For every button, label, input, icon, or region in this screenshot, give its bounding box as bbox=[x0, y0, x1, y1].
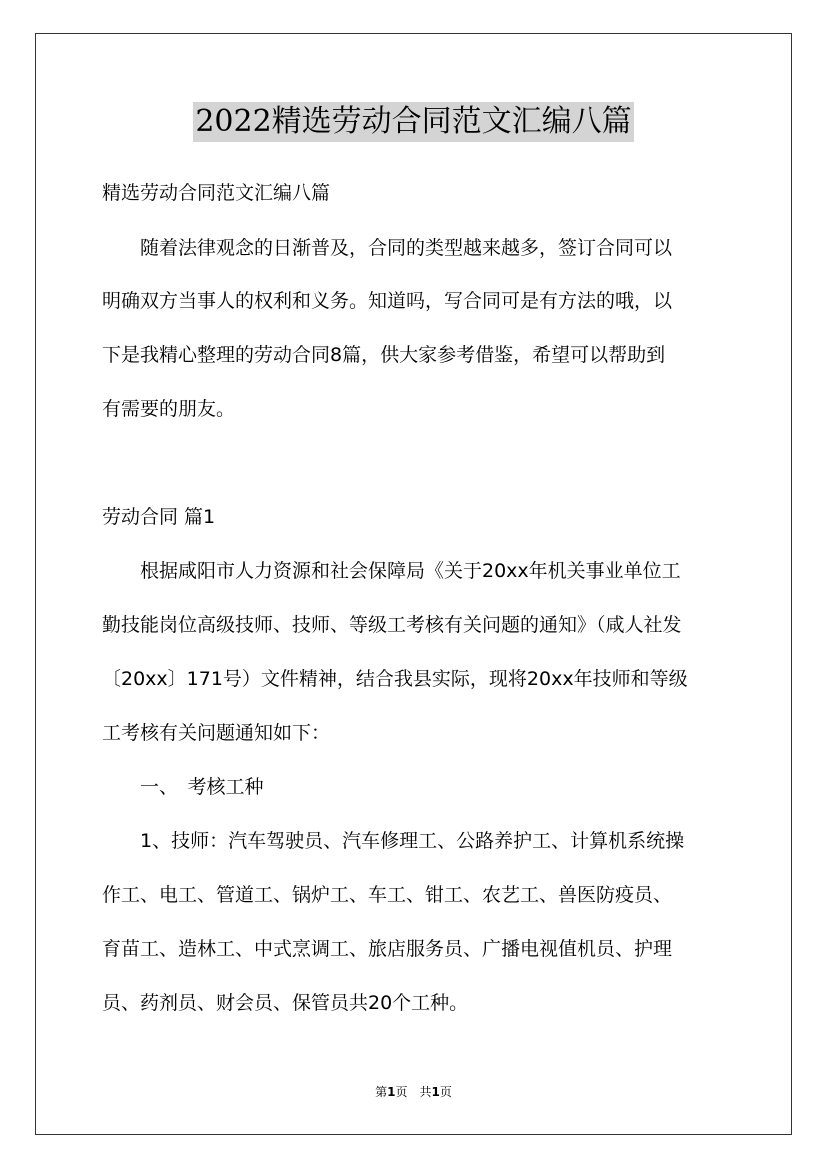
item-line-1: 1、技师：汽车驾驶员、汽车修理工、公路养护工、计算机系统操 bbox=[102, 830, 685, 852]
intro-line-2: 明确双方当事人的权利和义务。知道吗，写合同可是有方法的哦，以 bbox=[102, 290, 673, 312]
intro-line-3: 下是我精心整理的劳动合同8篇，供大家参考借鉴，希望可以帮助到 bbox=[102, 344, 666, 366]
body-line-2: 勤技能岗位高级技师、技师、等级工考核有关问题的通知》（咸人社发 bbox=[102, 614, 682, 636]
intro-line-4: 有需要的朋友。 bbox=[102, 398, 236, 420]
item-line-3: 育苗工、造林工、中式烹调工、旅店服务员、广播电视值机员、护理 bbox=[102, 938, 673, 960]
body-line-3: 〔20xx〕171号）文件精神，结合我县实际，现将20xx年技师和等级 bbox=[102, 668, 688, 690]
section-heading: 劳动合同 篇1 bbox=[102, 506, 216, 528]
body-line-4: 工考核有关问题通知如下： bbox=[102, 722, 331, 744]
body-line-1: 根据咸阳市人力资源和社会保障局《关于20xx年机关事业单位工 bbox=[102, 560, 681, 582]
footer-prefix: 第 bbox=[375, 1085, 388, 1099]
footer-page-number: 1 bbox=[387, 1085, 396, 1099]
item-line-2: 作工、电工、管道工、锅炉工、车工、钳工、农艺工、兽医防疫员、 bbox=[102, 884, 673, 906]
footer-suffix: 页 bbox=[439, 1085, 452, 1099]
footer-mid: 页 共 bbox=[395, 1085, 432, 1099]
title-container bbox=[0, 102, 827, 142]
document-title: 2022精选劳动合同范文汇编八篇 bbox=[193, 102, 633, 142]
document-subtitle: 精选劳动合同范文汇编八篇 bbox=[102, 182, 331, 204]
item-line-4: 员、药剂员、财会员、保管员共20个工种。 bbox=[102, 992, 469, 1014]
item-heading: 一、 考核工种 bbox=[102, 776, 264, 798]
footer-page-total: 1 bbox=[431, 1085, 440, 1099]
page-footer bbox=[0, 1083, 827, 1101]
intro-line-1: 随着法律观念的日渐普及，合同的类型越来越多，签订合同可以 bbox=[102, 237, 673, 259]
